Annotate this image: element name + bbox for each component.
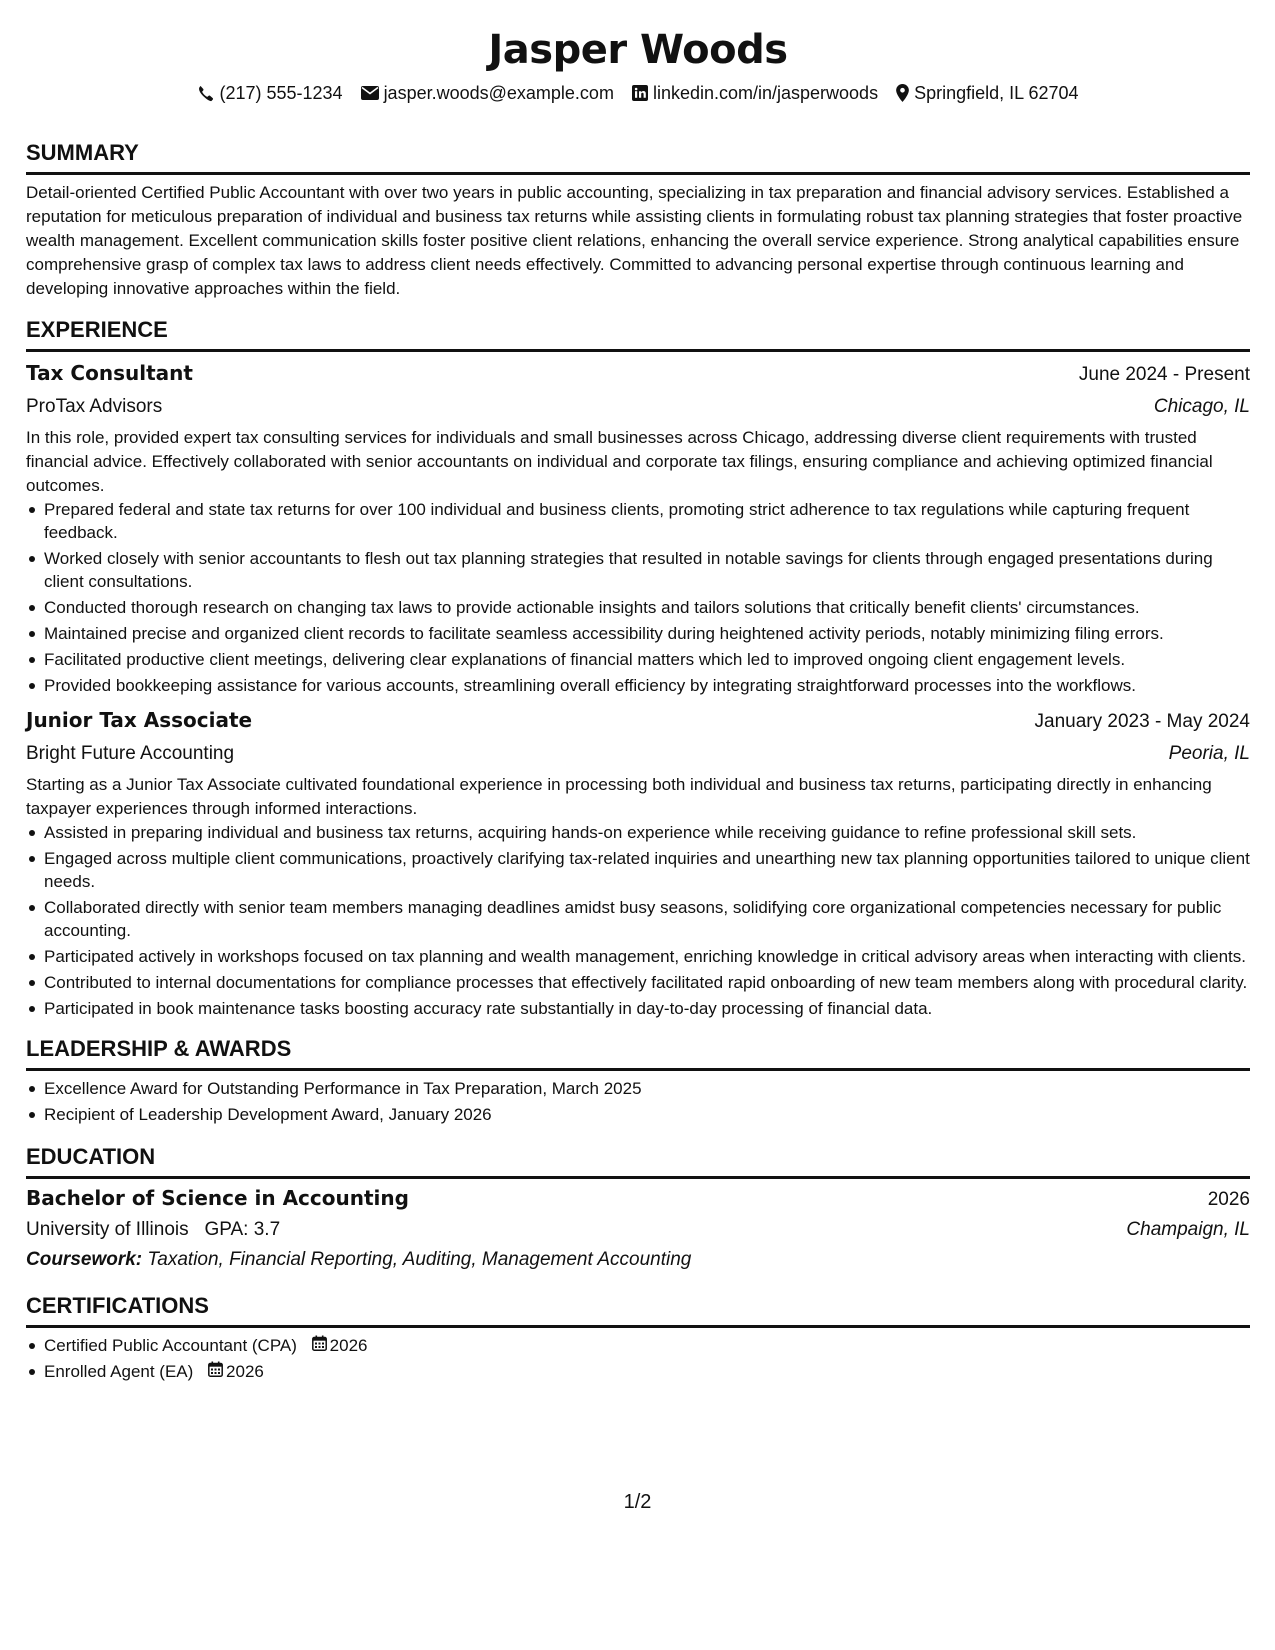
certification-year: 2026 [226,1362,264,1381]
job-dates: January 2023 - May 2024 [1034,711,1250,732]
phone-icon [197,85,214,102]
contact-bar [26,80,1250,106]
job-location: Peoria, IL [1168,743,1250,764]
certifications-section [26,1291,1250,1383]
list-item: Provided bookkeeping assistance for various accounts, streamlining overall efficiency by integrating straightforward processes into the workflows. [26,674,1250,697]
list-item: Excellence Award for Outstanding Performance in Tax Preparation, March 2025 [26,1077,1250,1100]
summary-section [26,138,1250,301]
list-item: Maintained precise and organized client records to facilitate seamless accessibility during heightened activity periods, notably minimizing filing errors. [26,622,1250,645]
email-text: jasper.woods@example.com [383,82,614,103]
graduation-year: 2026 [1207,1189,1250,1210]
job-description: Starting as a Junior Tax Associate cultivated foundational experience in processing both individual and business tax returns, participating directly in enhancing taxpayer experiences through informed interactions. [26,775,1212,818]
job-location: Chicago, IL [1153,396,1250,417]
list-item: Participated actively in workshops focused on tax planning and wealth management, enriching knowledge in critical advisory areas when interacting with clients. [26,945,1250,968]
contact-linkedin[interactable] [632,83,878,104]
job-title: Tax Consultant [26,361,193,385]
phone-text: (217) 555-1234 [219,82,343,103]
job-title: Junior Tax Associate [26,708,253,732]
leadership-section [26,1034,1250,1126]
certifications-list [26,1334,1250,1383]
coursework-label: Coursework: [26,1249,143,1270]
gpa: GPA: 3.7 [204,1219,281,1240]
section-title-experience: EXPERIENCE [26,315,1250,352]
certification-date [208,1360,264,1383]
page-number: 1/2 [623,1491,652,1513]
envelope-icon [361,86,379,100]
linkedin-icon [632,85,648,101]
section-title-summary: SUMMARY [26,138,1250,175]
coursework-list: Taxation, Financial Reporting, Auditing, Management Accounting [147,1249,692,1270]
map-pin-icon [896,84,909,102]
certification-date [312,1334,368,1357]
list-item: Collaborated directly with senior team members managing deadlines amidst busy seasons, solidifying core organizational competencies necessary for public accounting. [26,896,1250,942]
school-name: University of Illinois [26,1219,189,1240]
candidate-name: Jasper Woods [488,27,788,73]
school-location: Champaign, IL [1126,1219,1250,1240]
job-entry [26,358,1250,697]
list-item: Assisted in preparing individual and business tax returns, acquiring hands-on experience while receiving guidance to refine professional skill sets. [26,821,1250,844]
list-item: Participated in book maintenance tasks boosting accuracy rate substantially in day-to-day processing of financial data. [26,997,1250,1020]
section-title-education: EDUCATION [26,1142,1250,1179]
list-item: Facilitated productive client meetings, delivering clear explanations of financial matters which led to improved ongoing client engagement levels. [26,648,1250,671]
certification-name: Certified Public Accountant (CPA) [44,1336,297,1355]
job-bullets [26,821,1250,1020]
list-item: Prepared federal and state tax returns for over 100 individual and business clients, promoting strict adherence to tax regulations while capturing frequent feedback. [26,498,1250,544]
resume-page [26,0,1250,1386]
list-item: Conducted thorough research on changing tax laws to provide actionable insights and tailors solutions that critically benefit clients' circumstances. [26,596,1250,619]
job-company: ProTax Advisors [26,396,163,417]
summary-text: Detail-oriented Certified Public Accountant with over two years in public accounting, specializing in tax preparation and financial advisory services. Established a reputation for meticulous preparation of individual and business tax returns while assisting clients in formulating robust tax planning strategies that foster proactive wealth management. Excellent communication skills foster positive client relations, enhancing the overall service experience. Strong analytical capabilities ensure comprehensive grasp of complex tax laws to address client needs effectively. Committed to advancing personal expertise through continuous learning and developing innovative approaches within the field. [26,183,1243,298]
list-item: Contributed to internal documentations for compliance processes that effectively facilitated rapid onboarding of new team members along with procedural clarity. [26,971,1250,994]
calendar-icon [208,1360,223,1383]
job-entry [26,705,1250,1020]
contact-phone[interactable] [197,83,342,104]
experience-section [26,315,1250,1020]
job-description: In this role, provided expert tax consulting services for individuals and small businesses across Chicago, addressing diverse client requirements with trusted financial advice. Effectively collaborated with senior accountants on individual and corporate tax filings, ensuring compliance and achieving optimized financial outcomes. [26,428,1213,495]
contact-location [896,83,1078,104]
list-item [26,1360,1250,1383]
job-company: Bright Future Accounting [26,743,235,764]
degree-title: Bachelor of Science in Accounting [26,1186,409,1210]
coursework [26,1245,1250,1275]
location-text: Springfield, IL 62704 [914,82,1079,103]
section-title-certifications: CERTIFICATIONS [26,1291,1250,1328]
list-item: Worked closely with senior accountants to flesh out tax planning strategies that resulted in notable savings for clients through engaged presentations during client consultations. [26,547,1250,593]
education-section [26,1142,1250,1275]
school-info [26,1216,280,1244]
calendar-icon [312,1334,327,1357]
section-title-leadership: LEADERSHIP & AWARDS [26,1034,1250,1071]
list-item [26,1334,1250,1357]
list-item: Engaged across multiple client communications, proactively clarifying tax-related inquiries and unearthing new tax planning opportunities tailored to unique client needs. [26,847,1250,893]
certification-year: 2026 [329,1336,368,1355]
certification-name: Enrolled Agent (EA) [44,1362,194,1381]
awards-list [26,1077,1250,1126]
list-item: Recipient of Leadership Development Award, January 2026 [26,1103,1250,1126]
contact-email[interactable] [361,83,614,104]
linkedin-text: linkedin.com/in/jasperwoods [652,82,879,103]
job-dates: June 2024 - Present [1078,364,1250,385]
job-bullets [26,498,1250,697]
